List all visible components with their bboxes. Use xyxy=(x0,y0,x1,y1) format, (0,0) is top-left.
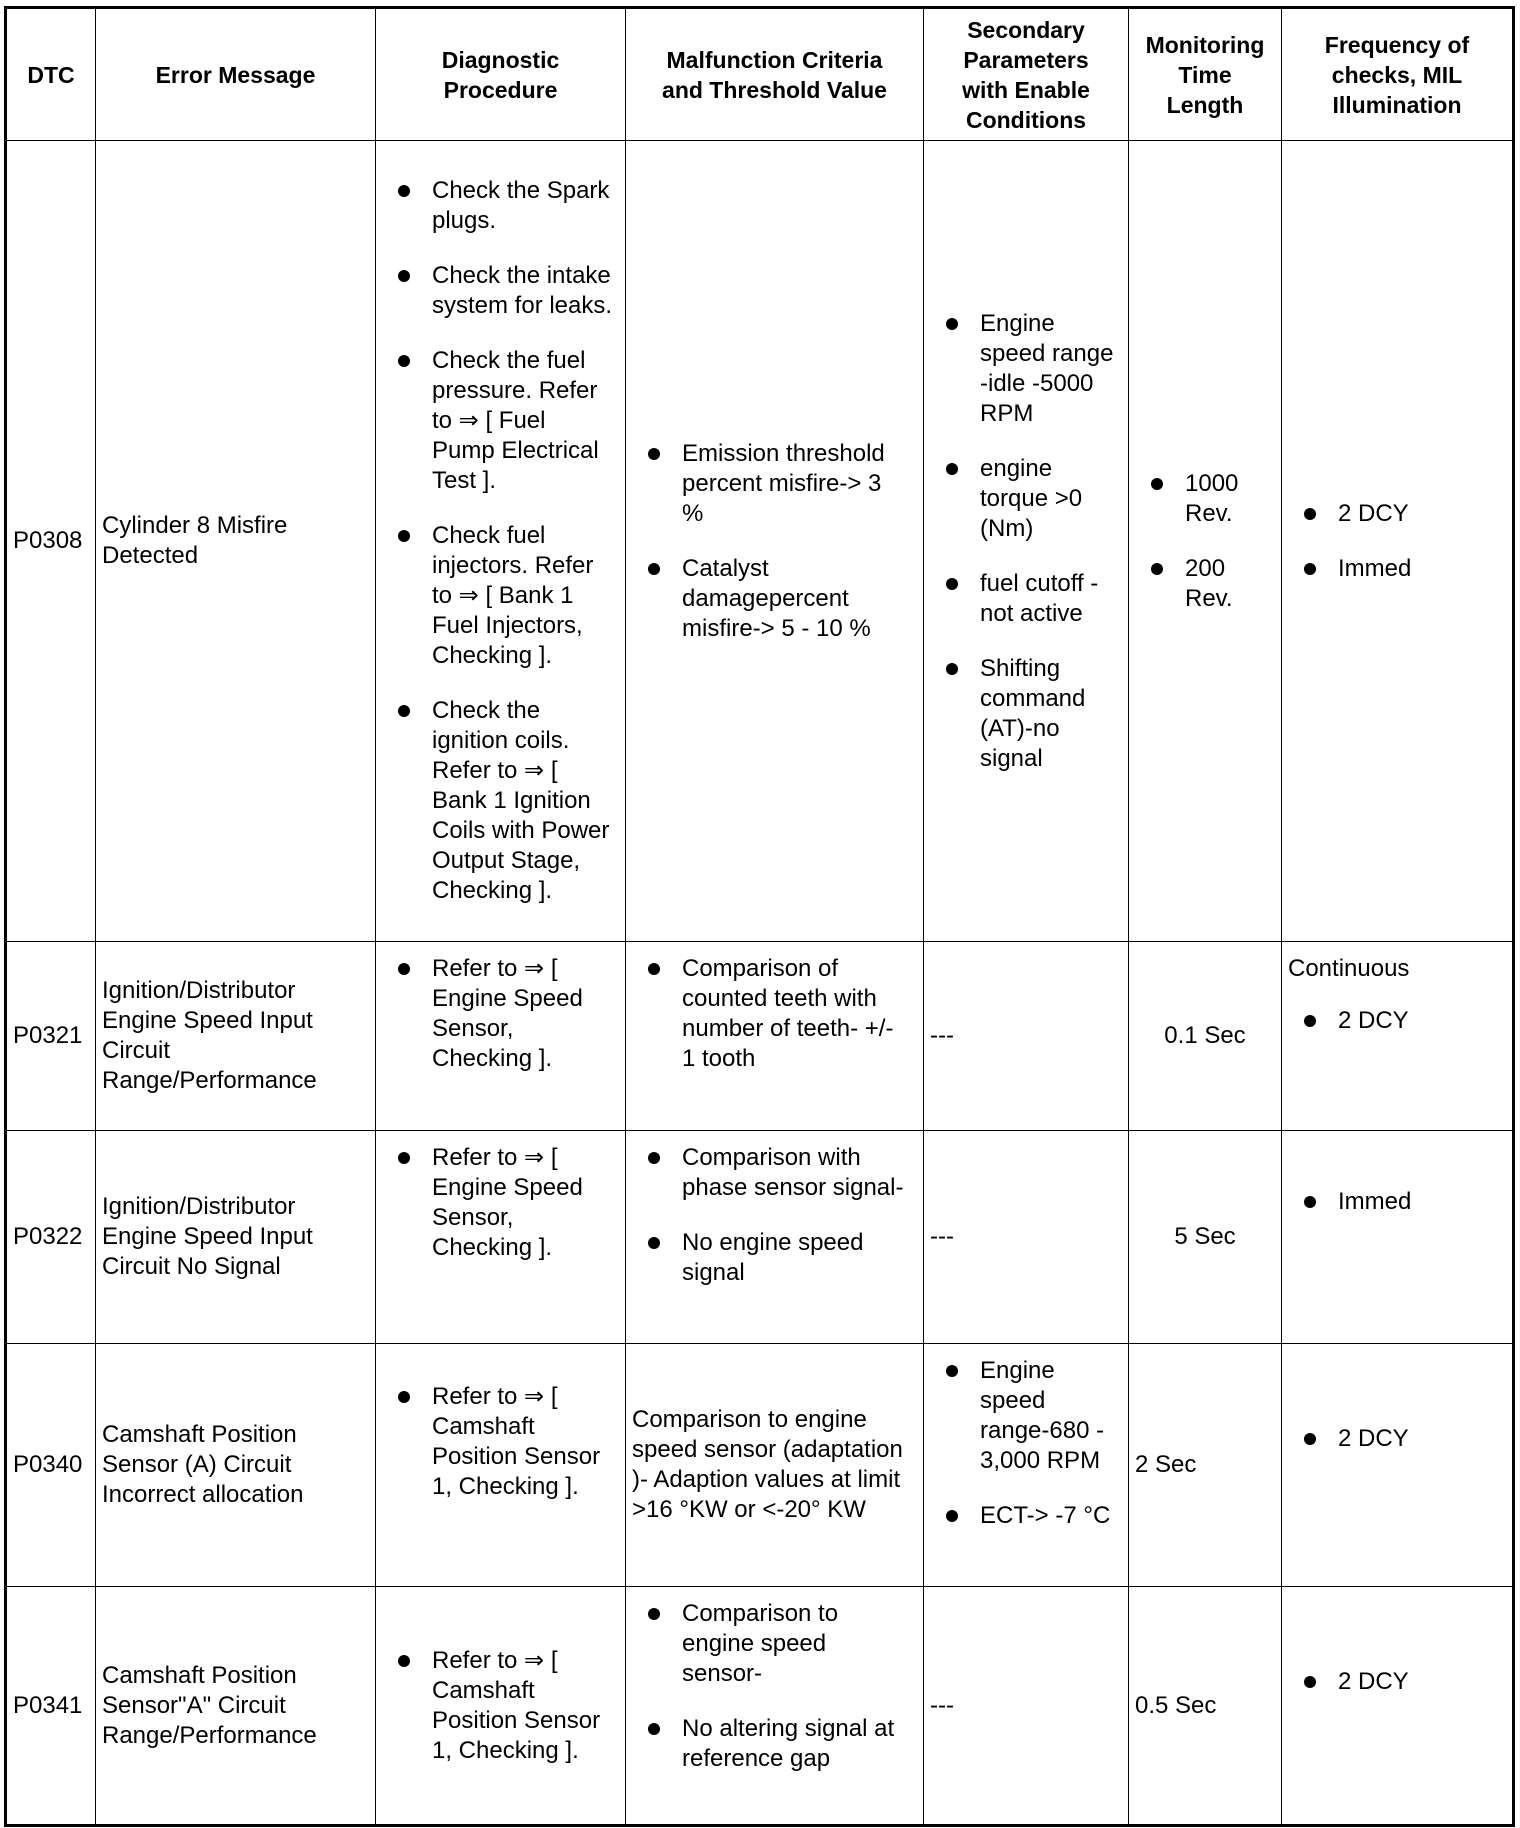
header-secondary-parameters: Secondary Parameters with Enable Conditions xyxy=(924,8,1129,141)
list-item: Catalyst damagepercent misfire-> 5 - 10 % xyxy=(626,554,917,644)
secondary-parameters-cell: --- xyxy=(924,1587,1129,1826)
list-item: Immed xyxy=(1282,1187,1506,1217)
table-row-p0308 xyxy=(6,141,1514,942)
secondary-parameters-cell: --- xyxy=(924,1131,1129,1344)
header-frequency: Frequency of checks, MIL Illumination xyxy=(1282,8,1514,141)
list-item: Immed xyxy=(1282,554,1506,584)
secondary-parameters-cell: --- xyxy=(924,942,1129,1131)
list-item: Check the Spark plugs. xyxy=(376,176,619,236)
frequency-cell xyxy=(1282,141,1514,942)
list-item: 1000 Rev. xyxy=(1129,469,1275,529)
list-item: Check the intake system for leaks. xyxy=(376,261,619,321)
list-item: Comparison to engine speed sensor- xyxy=(626,1599,917,1689)
dtc-cell: P0322 xyxy=(6,1131,96,1344)
list-item: ECT-> -7 °C xyxy=(924,1501,1122,1531)
list-item: Shifting command (AT)-no signal xyxy=(924,654,1122,774)
secondary-parameters-cell xyxy=(924,141,1129,942)
list-item: Engine speed range-680 - 3,000 RPM xyxy=(924,1356,1122,1476)
table-row-p0322 xyxy=(6,1131,1514,1344)
frequency-cell xyxy=(1282,942,1514,1131)
error-message-cell: Cylinder 8 Misfire Detected xyxy=(96,141,376,942)
diagnostic-procedure-cell xyxy=(376,1344,626,1587)
dtc-cell: P0340 xyxy=(6,1344,96,1587)
frequency-cell xyxy=(1282,1131,1514,1344)
monitoring-time-cell: 5 Sec xyxy=(1129,1131,1282,1344)
list-item: Comparison with phase sensor signal- xyxy=(626,1143,917,1203)
header-dtc: DTC xyxy=(6,8,96,141)
list-item: 2 DCY xyxy=(1282,1006,1506,1036)
dtc-cell: P0308 xyxy=(6,141,96,942)
table-row-p0321 xyxy=(6,942,1514,1131)
list-item: 200 Rev. xyxy=(1129,554,1275,614)
list-item: 2 DCY xyxy=(1282,499,1506,529)
error-message-cell: Camshaft Position Sensor (A) Circuit Incorrect allocation xyxy=(96,1344,376,1587)
malfunction-criteria-cell xyxy=(626,1587,924,1826)
dtc-cell: P0321 xyxy=(6,942,96,1131)
malfunction-criteria-cell xyxy=(626,1131,924,1344)
header-error-message: Error Message xyxy=(96,8,376,141)
error-message-cell: Ignition/Distributor Engine Speed Input Circuit No Signal xyxy=(96,1131,376,1344)
dtc-table xyxy=(4,6,1515,1827)
diagnostic-procedure-cell xyxy=(376,942,626,1131)
frequency-prefix: Continuous xyxy=(1288,955,1410,982)
list-item: Check the ignition coils. Refer to ⇒ [ Bank 1 Ignition Coils with Power Output Stage, Checking ]. xyxy=(376,696,619,906)
list-item: No altering signal at reference gap xyxy=(626,1714,917,1774)
list-item: Comparison of counted teeth with number of teeth- +/- 1 tooth xyxy=(626,954,917,1074)
monitoring-time-cell: 0.1 Sec xyxy=(1129,942,1282,1131)
diagnostic-procedure-cell xyxy=(376,1587,626,1826)
header-diagnostic-procedure: Diagnostic Procedure xyxy=(376,8,626,141)
list-item: Engine speed range -idle -5000 RPM xyxy=(924,309,1122,429)
table-row-p0340 xyxy=(6,1344,1514,1587)
list-item: No engine speed signal xyxy=(626,1228,917,1288)
list-item: fuel cutoff - not active xyxy=(924,569,1122,629)
header-monitoring-time: Monitoring Time Length xyxy=(1129,8,1282,141)
monitoring-time-cell: 0.5 Sec xyxy=(1129,1587,1282,1826)
secondary-parameters-cell xyxy=(924,1344,1129,1587)
diagnostic-procedure-cell xyxy=(376,1131,626,1344)
frequency-cell xyxy=(1282,1587,1514,1826)
list-item: Refer to ⇒ [ Camshaft Position Sensor 1, Checking ]. xyxy=(376,1382,619,1502)
monitoring-time-cell xyxy=(1129,141,1282,942)
list-item: Emission threshold percent misfire-> 3 % xyxy=(626,439,917,529)
list-item: 2 DCY xyxy=(1282,1667,1506,1697)
header-malfunction-criteria: Malfunction Criteria and Threshold Value xyxy=(626,8,924,141)
list-item: engine torque >0 (Nm) xyxy=(924,454,1122,544)
list-item: Refer to ⇒ [ Engine Speed Sensor, Checking ]. xyxy=(376,1143,619,1263)
error-message-cell: Camshaft Position Sensor"A" Circuit Range/Performance xyxy=(96,1587,376,1826)
header-row xyxy=(6,8,1514,141)
list-item: Check the fuel pressure. Refer to ⇒ [ Fuel Pump Electrical Test ]. xyxy=(376,346,619,496)
list-item: Refer to ⇒ [ Engine Speed Sensor, Checking ]. xyxy=(376,954,619,1074)
table-row-p0341 xyxy=(6,1587,1514,1826)
frequency-cell xyxy=(1282,1344,1514,1587)
list-item: Refer to ⇒ [ Camshaft Position Sensor 1, Checking ]. xyxy=(376,1646,619,1766)
diagnostic-procedure-cell xyxy=(376,141,626,942)
dtc-cell: P0341 xyxy=(6,1587,96,1826)
malfunction-criteria-cell: Comparison to engine speed sensor (adaptation )- Adaption values at limit >16 °KW or <-20° KW xyxy=(626,1344,924,1587)
malfunction-criteria-cell xyxy=(626,942,924,1131)
malfunction-criteria-cell xyxy=(626,141,924,942)
list-item: Check fuel injectors. Refer to ⇒ [ Bank 1 Fuel Injectors, Checking ]. xyxy=(376,521,619,671)
error-message-cell: Ignition/Distributor Engine Speed Input Circuit Range/Performance xyxy=(96,942,376,1131)
list-item: 2 DCY xyxy=(1282,1424,1506,1454)
monitoring-time-cell: 2 Sec xyxy=(1129,1344,1282,1587)
